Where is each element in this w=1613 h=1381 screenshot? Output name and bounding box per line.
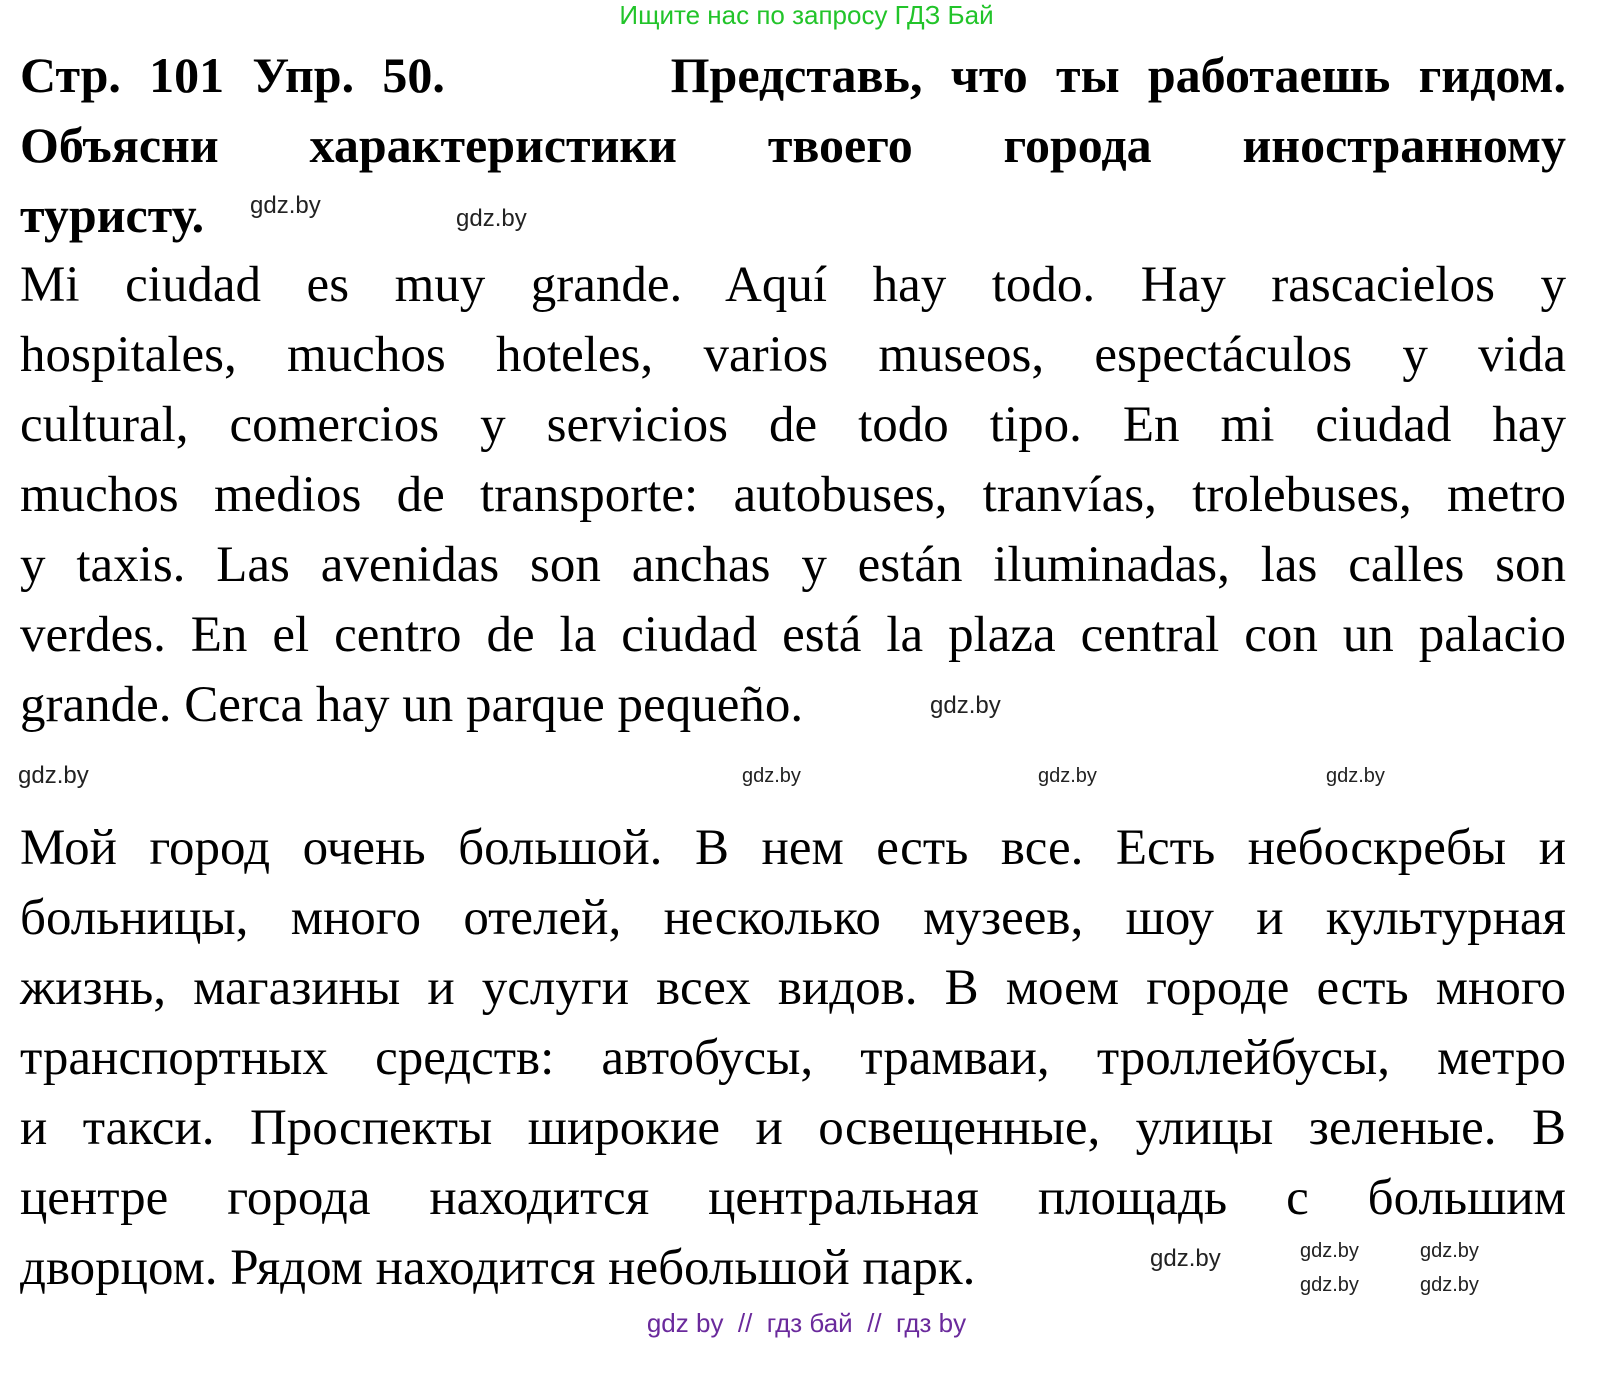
text-line: muchos medios de transporte: autobuses, tranvías, trolebuses, metro — [20, 467, 1566, 523]
text-line: y taxis. Las avenidas son anchas y están iluminadas, las calles son — [20, 537, 1566, 593]
footer-watermark: gdz by // гдз бай // гдз by — [646, 1308, 967, 1338]
watermark: gdz.by — [930, 692, 1001, 719]
text-line: hospitales, muchos hoteles, varios museos, espectáculos y vida — [20, 327, 1566, 383]
watermark: gdz.by — [18, 762, 89, 789]
russian-text — [20, 813, 1566, 1303]
text-line: дворцом. Рядом находится небольшой парк. — [20, 1240, 976, 1296]
text-line: verdes. En el centro de la ciudad está la plaza central con un palacio — [20, 607, 1566, 663]
text-line: больницы, много отелей, несколько музеев, шоу и культурная — [20, 890, 1566, 946]
heading-line: Стр. 101 Упр. 50. Представь, что ты работаешь гидом. — [20, 47, 1566, 103]
watermark: gdz.by — [250, 192, 321, 219]
text-line: жизнь, магазины и услуги всех видов. В моем городе есть много — [20, 960, 1566, 1016]
heading-line: Объясни характеристики твоего города иностранному — [20, 117, 1566, 173]
watermark: gdz.by — [1150, 1245, 1221, 1272]
watermark: gdz.by — [1300, 1274, 1359, 1296]
text-line: Мой город очень большой. В нем есть все. Есть небоскребы и — [20, 820, 1566, 876]
watermark: gdz.by — [742, 765, 801, 787]
watermark: gdz.by — [1300, 1240, 1359, 1262]
search-banner: Ищите нас по запросу ГДЗ Бай — [619, 0, 994, 30]
text-line: центре города находится центральная площадь с большим — [20, 1170, 1566, 1226]
text-line: транспортных средств: автобусы, трамваи, троллейбусы, метро — [20, 1030, 1566, 1086]
heading-line: туристу. — [20, 187, 205, 243]
text-line: grande. Cerca hay un parque pequeño. — [20, 677, 804, 733]
watermark: gdz.by — [456, 205, 527, 232]
spanish-text — [20, 250, 1566, 740]
text-line: Mi ciudad es muy grande. Aquí hay todo. Hay rascacielos y — [20, 257, 1566, 313]
watermark: gdz.by — [1038, 765, 1097, 787]
watermark: gdz.by — [1420, 1274, 1479, 1296]
text-line: и такси. Проспекты широкие и освещенные, улицы зеленые. В — [20, 1100, 1566, 1156]
text-line: cultural, comercios y servicios de todo tipo. En mi ciudad hay — [20, 397, 1566, 453]
watermark: gdz.by — [1420, 1240, 1479, 1262]
watermark: gdz.by — [1326, 765, 1385, 787]
